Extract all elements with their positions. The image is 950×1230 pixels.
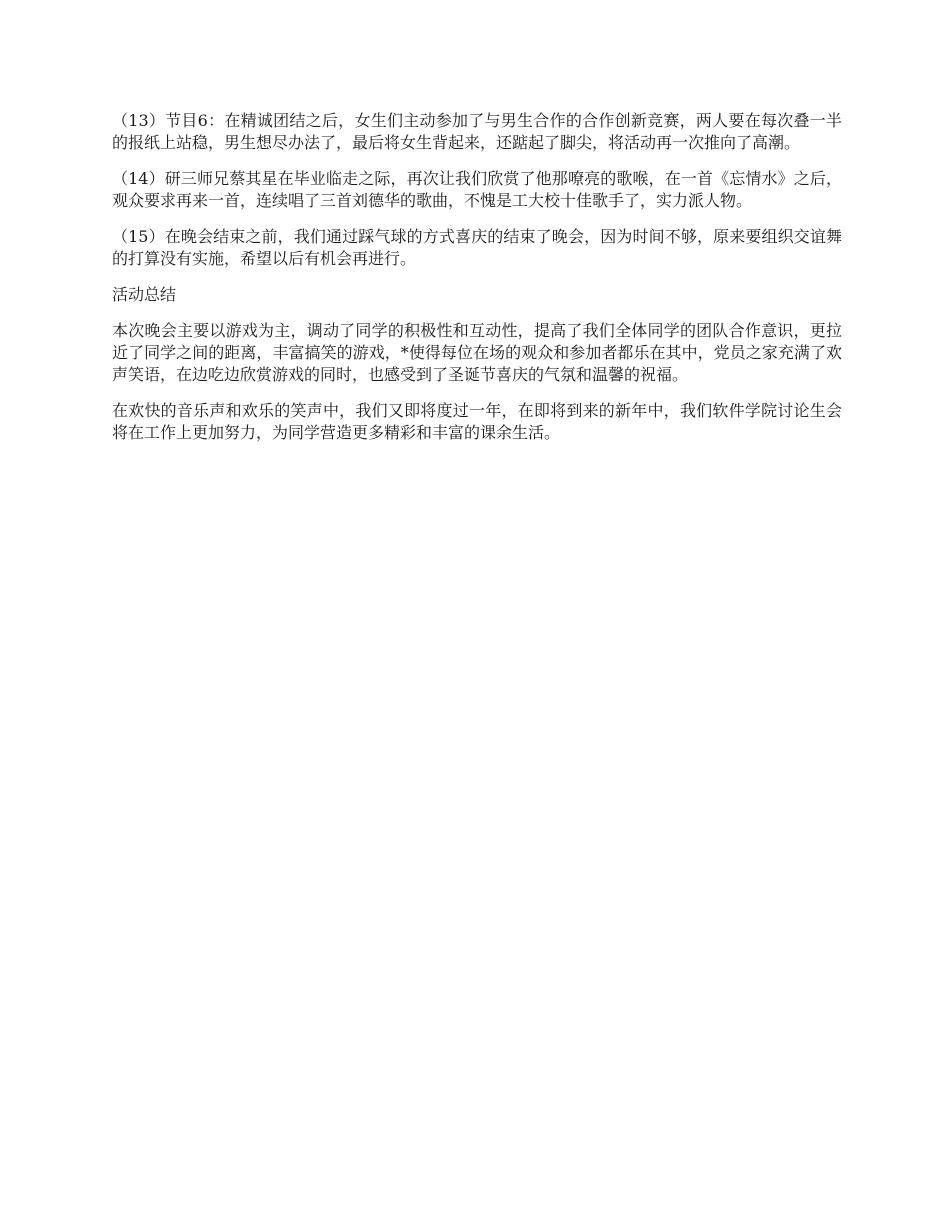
paragraph-item-14: （14）研三师兄蔡其星在毕业临走之际，再次让我们欣赏了他那嘹亮的歌喉，在一首《忘情水》之后，观众要求再来一首，连续唱了三首刘德华的歌曲，不愧是工大校十佳歌手了，实力派人物。 [112, 169, 842, 210]
summary-paragraph-1: 本次晚会主要以游戏为主，调动了同学的积极性和互动性，提高了我们全体同学的团队合作意识，更拉近了同学之间的距离，丰富搞笑的游戏，*使得每位在场的观众和参加者都乐在其中，党员之家充满了欢声笑语，在边吃边欣赏游戏的同时，也感受到了圣诞节喜庆的气氛和温馨的祝福。 [112, 321, 842, 384]
summary-paragraph-2: 在欢快的音乐声和欢乐的笑声中，我们又即将度过一年，在即将到来的新年中，我们软件学院讨论生会将在工作上更加努力，为同学营造更多精彩和丰富的课余生活。 [112, 401, 842, 442]
section-heading: 活动总结 [112, 285, 177, 304]
paragraph-item-15: （15）在晚会结束之前，我们通过踩气球的方式喜庆的结束了晚会，因为时间不够，原来要组织交谊舞的打算没有实施，希望以后有机会再进行。 [112, 227, 842, 268]
document-body [112, 110, 842, 458]
paragraph-item-13: （13）节目6：在精诚团结之后，女生们主动参加了与男生合作的合作创新竞赛，两人要在每次叠一半的报纸上站稳，男生想尽办法了，最后将女生背起来，还踮起了脚尖，将活动再一次推向了高潮。 [112, 111, 842, 152]
